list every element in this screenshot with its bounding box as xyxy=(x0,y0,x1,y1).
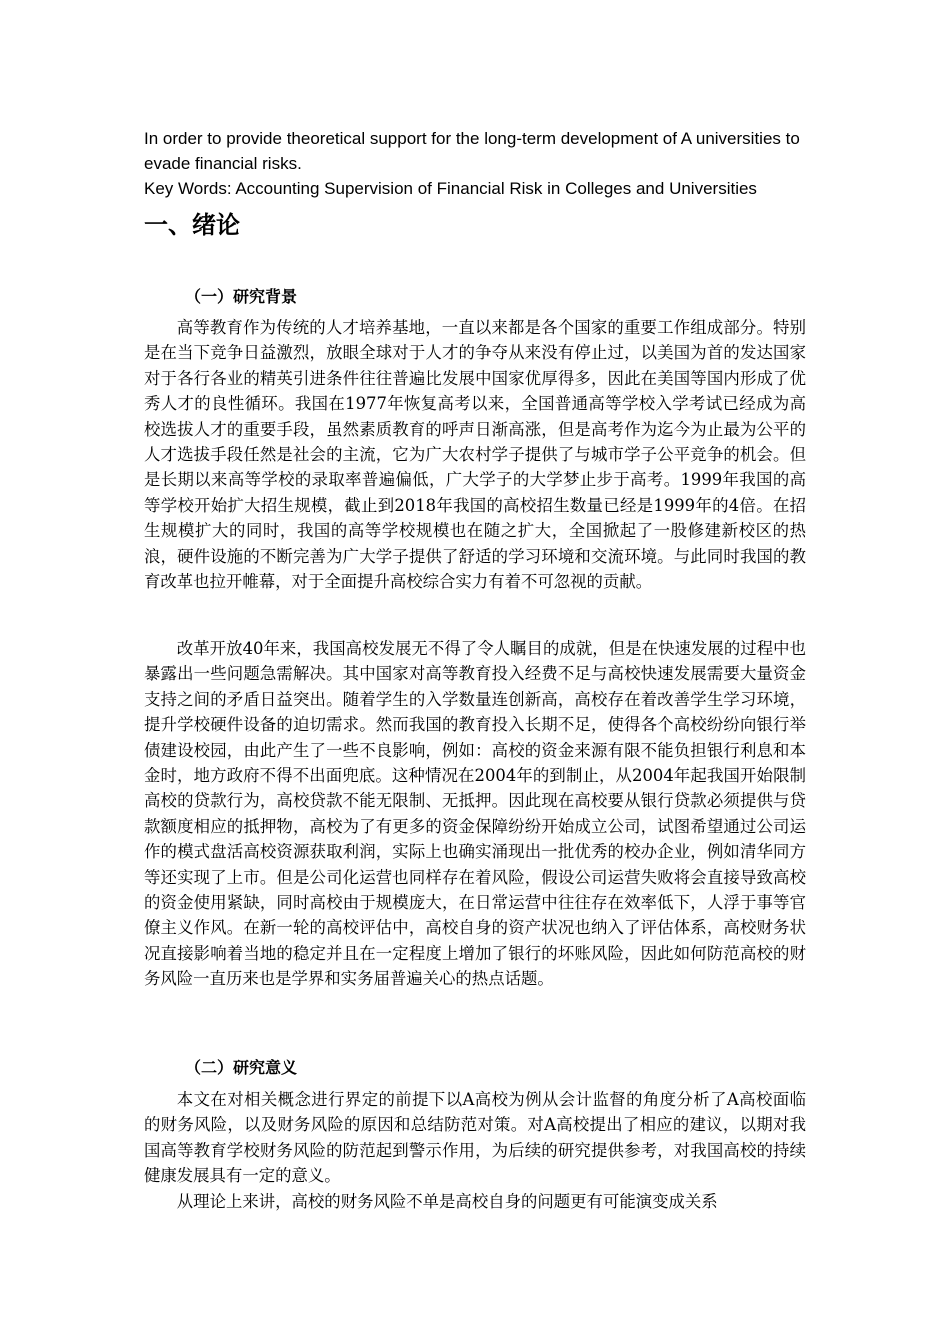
section-title-significance: （二）研究意义 xyxy=(185,1058,298,1077)
section-title-background: （一）研究背景 xyxy=(185,287,298,306)
chapter-title: 一、绪论 xyxy=(144,211,240,239)
abstract-en-text: In order to provide theoretical support for the long-term development of A universities to evade financial risks. xyxy=(144,129,800,173)
paragraph-background-2: 改革开放40年来，我国高校发展无不得了令人瞩目的成就，但是在快速发展的过程中也暴露出一些问题急需解决。其中国家对高等教育投入经费不足与高校快速发展需要大量资金支持之间的矛盾日益突出。随着学生的入学数量连创新高，高校存在着改善学生学习环境，提升学校硬件设备的迫切需求。然而我国的教育投入长期不足，使得各个高校纷纷向银行举债建设校园，由此产生了一些不良影响，例如：高校的资金来源有限不能负担银行利息和本金时，地方政府不得不出面兜底。这种情况在2004年的到制止，从2004年起我国开始限制高校的贷款行为，高校贷款不能无限制、无抵押。因此现在高校要从银行贷款必须提供与贷款额度相应的抵押物，高校为了有更多的资金保障纷纷开始成立公司，试图希望通过公司运作的模式盘活高校资源获取利润，实际上也确实涌现出一批优秀的校办企业，例如清华同方等还实现了上市。但是公司化运营也同样存在着风险，假设公司运营失败将会直接导致高校的资金使用紧缺，同时高校由于规模庞大，在日常运营中往往存在效率低下，人浮于事等官僚主义作风。在新一轮的高校评估中，高校自身的资产状况也纳入了评估体系，高校财务状况直接影响着当地的稳定并且在一定程度上增加了银行的坏账风险，因此如何防范高校的财务风险一直历来也是学界和实务届普遍关心的热点话题。 xyxy=(144,639,806,989)
paragraph-significance-2: 从理论上来讲，高校的财务风险不单是高校自身的问题更有可能演变成关系 xyxy=(176,1192,718,1211)
paragraph-background-1: 高等教育作为传统的人才培养基地，一直以来都是各个国家的重要工作组成部分。特别是在当下竞争日益激烈，放眼全球对于人才的争夺从来没有停止过，以美国为首的发达国家对于各行各业的精英引进条件往往普遍比发展中国家优厚得多，因此在美国等国内形成了优秀人才的良性循环。我国在1977年恢复高考以来，全国普通高等学校入学考试已经成为高校选拔人才的重要手段，虽然素质教育的呼声日渐高涨，但是高考作为迄今为止最为公平的人才选拔手段任然是社会的主流，它为广大农村学子提供了与城市学子公平竞争的机会。但是长期以来高等学校的录取率普遍偏低，广大学子的大学梦止步于高考。1999年我国的高等学校开始扩大招生规模，截止到2018年我国的高校招生数量已经是1999年的4倍。在招生规模扩大的同时，我国的高等学校规模也在随之扩大，全国掀起了一股修建新校区的热浪，硬件设施的不断完善为广大学子提供了舒适的学习环境和交流环境。与此同时我国的教育改革也拉开帷幕，对于全面提升高校综合实力有着不可忽视的贡献。 xyxy=(144,318,806,592)
paragraph-significance-1: 本文在对相关概念进行界定的前提下以A高校为例从会计监督的角度分析了A高校面临的财务风险，以及财务风险的原因和总结防范对策。对A高校提出了相应的建议，以期对我国高等教育学校财务风险的防范起到警示作用，为后续的研究提供参考，对我国高校的持续健康发展具有一定的意义。 xyxy=(144,1090,806,1186)
keywords-en: Key Words: Accounting Supervision of Financial Risk in Colleges and Universities xyxy=(144,179,757,198)
